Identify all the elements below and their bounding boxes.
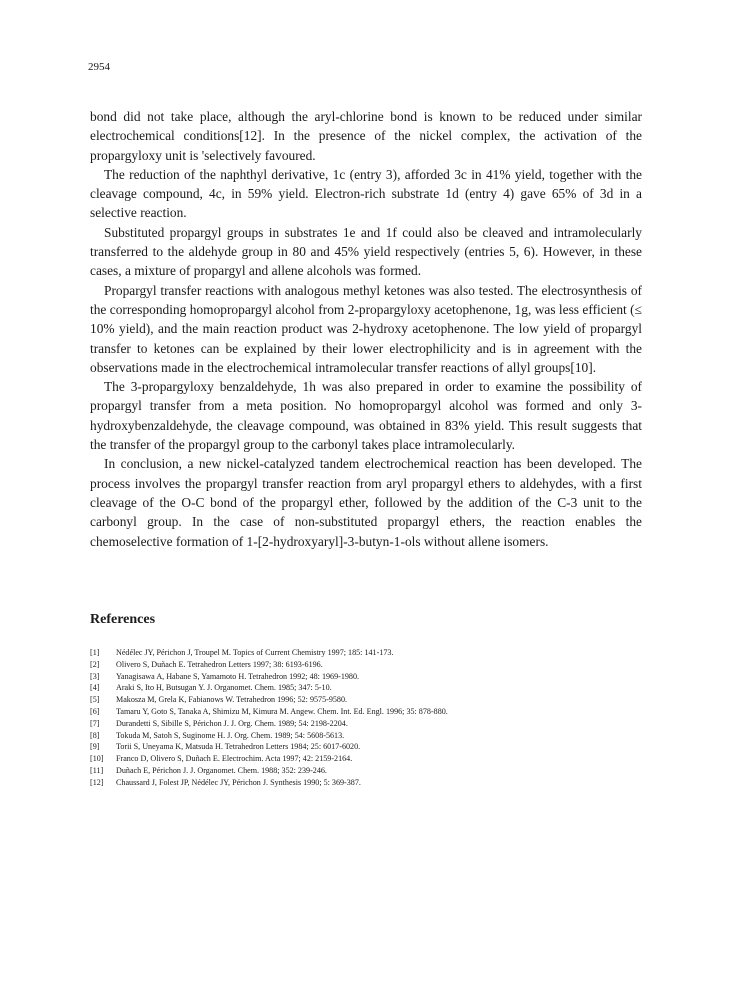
reference-number: [9] [90, 742, 100, 752]
paragraph: Substituted propargyl groups in substrates 1e and 1f could also be cleaved and intramolecularly transferred to the aldehyde group in 80 and 45% yield respectively (entries 5, 6). However, in these cases, a mixture of propargyl and allene alcohols was formed. [90, 224, 642, 279]
reference-item [90, 671, 650, 683]
reference-number: [6] [90, 706, 100, 716]
reference-text: Tamaru Y, Goto S, Tanaka A, Shimizu M, Kimura M. Angew. Chem. Int. Ed. Engl. 1996; 35: 878-880. [116, 706, 448, 716]
reference-item [90, 659, 650, 671]
reference-text: Duñach E, Périchon J. J. Organomet. Chem. 1988; 352: 239-246. [116, 765, 327, 775]
reference-text: Olivero S, Duñach E. Tetrahedron Letters 1997; 38: 6193-6196. [116, 659, 323, 669]
reference-text: Durandetti S, Sibille S, Périchon J. J. Org. Chem. 1989; 54: 2198-2204. [116, 718, 348, 728]
references-heading: References [90, 612, 156, 627]
reference-item [90, 777, 650, 789]
reference-number: [5] [90, 695, 100, 705]
reference-item [90, 741, 650, 753]
reference-item [90, 682, 650, 694]
paragraph: bond did not take place, although the aryl-chlorine bond is known to be reduced under similar electrochemical conditions[12]. In the presence of the nickel complex, the activation of the propargyloxy unit is 'selectively favoured. [90, 109, 642, 163]
reference-number: [10] [90, 754, 104, 764]
reference-number: [7] [90, 718, 100, 728]
paragraph: The 3-propargyloxy benzaldehyde, 1h was also prepared in order to examine the possibility of propargyl transfer from a meta position. No homopropargyl alcohol was formed and only 3-hydroxybenzaldehyde, the cleavage compound, was obtained in 83% yield. This result suggests that the transfer of the propargyl group to the carbonyl takes place intramolecularly. [90, 379, 642, 453]
reference-item [90, 647, 650, 659]
reference-number: [2] [90, 659, 100, 669]
paragraph: The reduction of the naphthyl derivative, 1c (entry 3), afforded 3c in 41% yield, together with the cleavage compound, 4c, in 59% yield. Electron-rich substrate 1d (entry 4) gave 65% of 3d in a selective reaction. [90, 166, 642, 221]
reference-text: Torii S, Uneyama K, Matsuda H. Tetrahedron Letters 1984; 25: 6017-6020. [116, 742, 361, 752]
paragraph: In conclusion, a new nickel-catalyzed tandem electrochemical reaction has been developed. The process involves the propargyl transfer reaction from aryl propargyl ethers to aldehydes, with a first cleavage of the O-C bond of the propargyl ether, followed by the addition of the C-3 unit to the carbonyl group. In the case of non-substituted propargyl ethers, the reaction enables the chemoselective formation of 1-[2-hydroxyaryl]-3-butyn-1-ols without allene isomers. [90, 456, 642, 549]
reference-text: Araki S, Ito H, Butsugan Y. J. Organomet. Chem. 1985; 347: 5-10. [116, 683, 332, 693]
reference-item [90, 694, 650, 706]
reference-item [90, 730, 650, 742]
reference-item [90, 753, 650, 765]
reference-text: Tokuda M, Satoh S, Suginome H. J. Org. Chem. 1989; 54: 5608-5613. [116, 730, 345, 740]
body-text [90, 107, 642, 551]
references-list [90, 647, 650, 789]
reference-text: Franco D, Olivero S, Duñach E. Electrochim. Acta 1997; 42: 2159-2164. [116, 754, 353, 764]
reference-text: Nédélec JY, Périchon J, Troupel M. Topics of Current Chemistry 1997; 185: 141-173. [116, 648, 394, 657]
reference-text: Chaussard J, Folest JP, Nédélec JY, Périchon J. Synthesis 1990; 5: 369-387. [116, 777, 361, 787]
reference-number: [12] [90, 777, 104, 787]
reference-text: Yanagisawa A, Habane S, Yamamoto H. Tetrahedron 1992; 48: 1969-1980. [116, 671, 360, 681]
reference-text: Makosza M, Grela K, Fabianows W. Tetrahedron 1996; 52: 9575-9580. [116, 695, 348, 705]
reference-number: [11] [90, 765, 104, 775]
reference-number: [3] [90, 671, 100, 681]
reference-item [90, 765, 650, 777]
reference-number: [8] [90, 730, 100, 740]
reference-number: [1] [90, 648, 100, 657]
reference-number: [4] [90, 683, 100, 693]
reference-item [90, 706, 650, 718]
reference-item [90, 718, 650, 730]
page-number: 2954 [88, 61, 110, 73]
paragraph: Propargyl transfer reactions with analogous methyl ketones was also tested. The electrosynthesis of the corresponding homopropargyl alcohol from 2-propargyloxy acetophenone, 1g, was less efficient (≤ 10% yield), and the main reaction product was 2-hydroxy acetophenone. The low yield of propargyl transfer to ketones can be explained by their lower electrophilicity and is in agreement with the observations made in the electrochemical intramolecular transfer reactions of allyl groups[10]. [90, 282, 642, 375]
